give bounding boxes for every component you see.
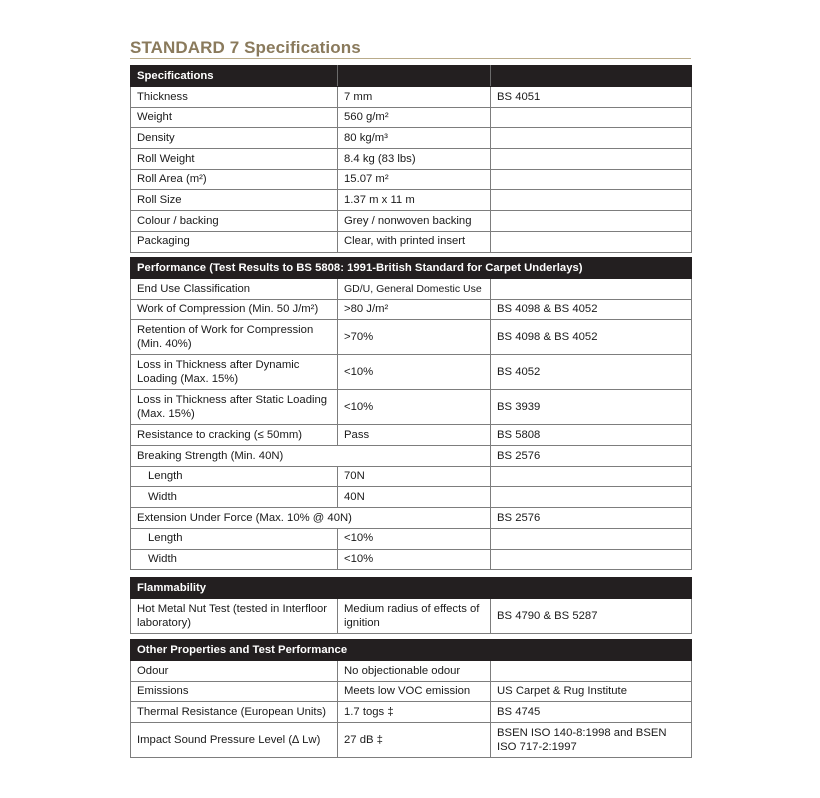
standard-cell: BS 2576 xyxy=(491,446,692,467)
property-cell: Odour xyxy=(131,661,338,682)
table-row xyxy=(131,528,692,549)
property-cell: Roll Area (m²) xyxy=(131,169,338,190)
value-cell: 560 g/m² xyxy=(338,107,491,128)
value-cell: <10% xyxy=(338,390,491,425)
property-cell: Work of Compression (Min. 50 J/m²) xyxy=(131,299,338,320)
table-row xyxy=(131,211,692,232)
standard-cell xyxy=(491,211,692,232)
standard-cell xyxy=(491,661,692,682)
table-row xyxy=(131,661,692,682)
table-row xyxy=(131,549,692,570)
property-cell: Breaking Strength (Min. 40N) xyxy=(131,446,491,467)
standard-cell: BS 2576 xyxy=(491,508,692,529)
standard-cell xyxy=(491,107,692,128)
value-cell: Pass xyxy=(338,425,491,446)
standard-cell xyxy=(491,528,692,549)
section-header: Performance (Test Results to BS 5808: 1991-British Standard for Carpet Underlays) xyxy=(131,258,692,279)
value-cell: Grey / nonwoven backing xyxy=(338,211,491,232)
property-cell: Loss in Thickness after Dynamic Loading (Max. 15%) xyxy=(131,355,338,390)
standard-cell xyxy=(491,149,692,170)
sub-property-cell: Length xyxy=(131,528,338,549)
standard-cell: BS 5808 xyxy=(491,425,692,446)
table-row xyxy=(131,87,692,108)
flammability-table xyxy=(130,577,692,634)
table-row xyxy=(131,299,692,320)
header-cell xyxy=(491,66,692,87)
table-row xyxy=(131,599,692,634)
table-row xyxy=(131,320,692,355)
section-header: Specifications xyxy=(131,66,338,87)
table-row xyxy=(131,190,692,211)
table-row xyxy=(131,487,692,508)
value-cell: >70% xyxy=(338,320,491,355)
standard-cell: BS 3939 xyxy=(491,390,692,425)
other-properties-table xyxy=(130,639,692,758)
standard-cell xyxy=(491,128,692,149)
property-cell: Thermal Resistance (European Units) xyxy=(131,702,338,723)
value-cell: 80 kg/m³ xyxy=(338,128,491,149)
property-cell: Colour / backing xyxy=(131,211,338,232)
standard-cell: BSEN ISO 140-8:1998 and BSEN ISO 717-2:1997 xyxy=(491,723,692,758)
standard-cell xyxy=(491,466,692,487)
value-cell: 27 dB ‡ xyxy=(338,723,491,758)
table-row xyxy=(131,149,692,170)
value-cell: 7 mm xyxy=(338,87,491,108)
property-cell: Thickness xyxy=(131,87,338,108)
page-title: STANDARD 7 Specifications xyxy=(130,38,361,57)
table-row xyxy=(131,723,692,758)
property-cell: Roll Size xyxy=(131,190,338,211)
table-row xyxy=(131,128,692,149)
value-cell: <10% xyxy=(338,528,491,549)
property-cell: Extension Under Force (Max. 10% @ 40N) xyxy=(131,508,491,529)
table-row xyxy=(131,681,692,702)
standard-cell: BS 4051 xyxy=(491,87,692,108)
section-header: Other Properties and Test Performance xyxy=(131,640,692,661)
standard-cell xyxy=(491,169,692,190)
value-cell: 8.4 kg (83 lbs) xyxy=(338,149,491,170)
sub-property-cell: Width xyxy=(131,549,338,570)
property-cell: Retention of Work for Compression (Min. 40%) xyxy=(131,320,338,355)
property-cell: Impact Sound Pressure Level (∆ Lw) xyxy=(131,723,338,758)
property-cell: Density xyxy=(131,128,338,149)
property-cell: Hot Metal Nut Test (tested in Interfloor laboratory) xyxy=(131,599,338,634)
property-cell: Packaging xyxy=(131,231,338,252)
table-row xyxy=(131,466,692,487)
value-cell: Medium radius of effects of ignition xyxy=(338,599,491,634)
value-cell: >80 J/m² xyxy=(338,299,491,320)
standard-cell xyxy=(491,487,692,508)
standard-cell xyxy=(491,279,692,300)
standard-cell: BS 4790 & BS 5287 xyxy=(491,599,692,634)
table-row xyxy=(131,425,692,446)
value-cell: 1.7 togs ‡ xyxy=(338,702,491,723)
specifications-table xyxy=(130,65,692,253)
standard-cell xyxy=(491,231,692,252)
standard-cell: BS 4745 xyxy=(491,702,692,723)
value-cell: Clear, with printed insert xyxy=(338,231,491,252)
table-row xyxy=(131,107,692,128)
table-header-row xyxy=(131,578,692,599)
table-row xyxy=(131,355,692,390)
table-row xyxy=(131,169,692,190)
standard-cell: US Carpet & Rug Institute xyxy=(491,681,692,702)
table-row xyxy=(131,702,692,723)
standard-cell xyxy=(491,549,692,570)
title-underline xyxy=(130,58,691,59)
value-cell: 1.37 m x 11 m xyxy=(338,190,491,211)
header-cell xyxy=(338,66,491,87)
standard-cell: BS 4098 & BS 4052 xyxy=(491,320,692,355)
table-row xyxy=(131,279,692,300)
table-row xyxy=(131,231,692,252)
sub-property-cell: Length xyxy=(131,466,338,487)
standard-cell: BS 4052 xyxy=(491,355,692,390)
table-row xyxy=(131,508,692,529)
standard-cell xyxy=(491,190,692,211)
property-cell: Roll Weight xyxy=(131,149,338,170)
standard-cell: BS 4098 & BS 4052 xyxy=(491,299,692,320)
value-cell: No objectionable odour xyxy=(338,661,491,682)
table-header-row xyxy=(131,66,692,87)
value-cell: 15.07 m² xyxy=(338,169,491,190)
table-header-row xyxy=(131,640,692,661)
property-cell: Emissions xyxy=(131,681,338,702)
property-cell: Weight xyxy=(131,107,338,128)
property-cell: Loss in Thickness after Static Loading (Max. 15%) xyxy=(131,390,338,425)
table-row xyxy=(131,390,692,425)
performance-table xyxy=(130,257,692,570)
property-cell: Resistance to cracking (≤ 50mm) xyxy=(131,425,338,446)
value-cell: <10% xyxy=(338,549,491,570)
value-cell: Meets low VOC emission xyxy=(338,681,491,702)
table-row xyxy=(131,446,692,467)
value-cell: <10% xyxy=(338,355,491,390)
sub-property-cell: Width xyxy=(131,487,338,508)
value-cell: 40N xyxy=(338,487,491,508)
section-header: Flammability xyxy=(131,578,692,599)
table-header-row xyxy=(131,258,692,279)
value-cell: 70N xyxy=(338,466,491,487)
property-cell: End Use Classification xyxy=(131,279,338,300)
value-cell: GD/U, General Domestic Use xyxy=(338,279,491,300)
